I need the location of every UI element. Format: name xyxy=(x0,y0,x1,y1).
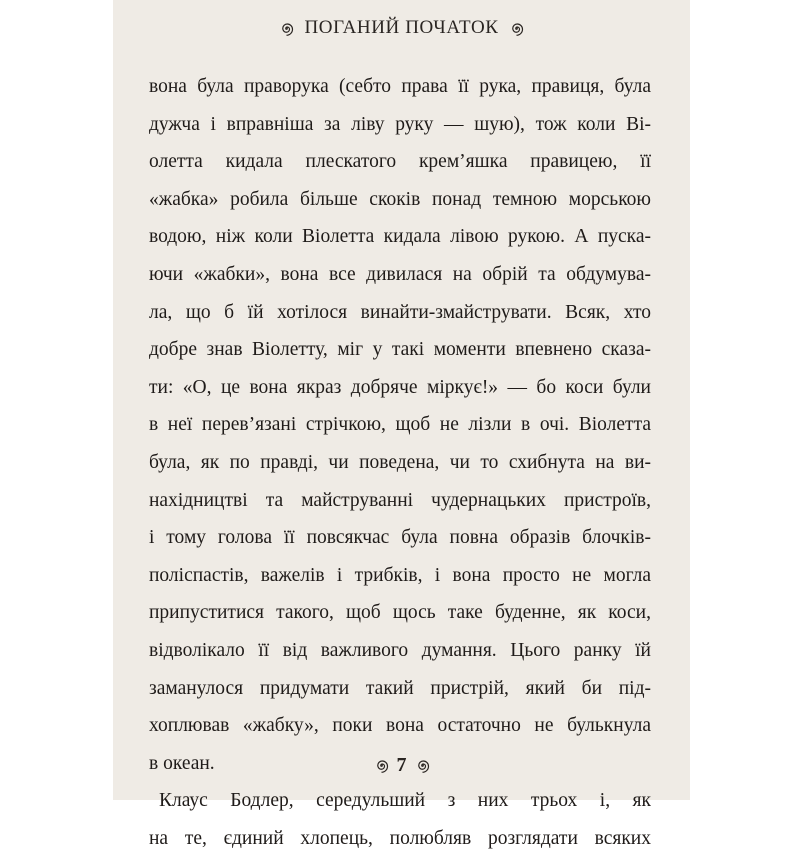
text-line: поліспастів, важелів і трибків, і вона просто не могла xyxy=(149,564,651,586)
text-line: на те, єдиний хлопець, полюбляв розглядати всяких xyxy=(149,827,651,849)
text-line: була, як по правді, чи поведена, чи то схибнута на ви- xyxy=(149,451,651,473)
text-line: відволікало її від важливого думання. Цього ранку їй xyxy=(149,639,651,661)
book-page xyxy=(113,0,690,849)
text-line: в океан. xyxy=(149,752,215,774)
spiral-ornament-icon xyxy=(415,758,430,773)
text-line: олетта кидала плескатого крем’яшка правицею, її xyxy=(149,151,651,173)
text-line: заманулося придумати такий пристрій, який би під- xyxy=(149,677,651,699)
page-number: 7 xyxy=(396,754,407,776)
spiral-ornament-icon xyxy=(374,758,389,773)
text-line: в неї перев’язані стрічкою, щоб не лізли в очі. Віолетта xyxy=(149,414,651,436)
spiral-ornament-icon xyxy=(279,21,294,36)
text-line: ючи «жабки», вона все дивилася на обрій та обдумува- xyxy=(149,263,651,285)
text-line: дужча і вправніша за ліву руку — шую), тож коли Ві- xyxy=(149,113,651,135)
paragraph xyxy=(149,782,651,857)
spiral-ornament-icon xyxy=(509,21,524,36)
text-line: вона була праворука (себто права її рука, правиця, була xyxy=(149,76,651,97)
text-line: і тому голова її повсякчас була повна образів блочків- xyxy=(149,527,651,549)
text-line: Клаус Бодлер, середульший з них трьох і, як xyxy=(159,790,651,812)
text-line: водою, ніж коли Віолетта кидала лівою рукою. А пуска- xyxy=(149,226,651,248)
page-footer xyxy=(113,754,690,777)
text-line: хоплював «жабку», поки вона остаточно не булькнула xyxy=(149,715,651,737)
text-line: «жабка» робила більше скоків понад темною морською xyxy=(149,188,651,210)
text-line: припуститися такого, щоб щось таке буденне, як коси, xyxy=(149,602,651,624)
body-text xyxy=(149,68,651,857)
paragraph xyxy=(149,68,651,782)
text-line: ти: «О, це вона якраз добряче міркує!» — бо коси були xyxy=(149,376,651,398)
running-head xyxy=(113,17,690,39)
text-line: нахідництві та майструванні чудернацьких пристроїв, xyxy=(149,489,651,511)
text-line: добре знав Віолетту, міг у такі моменти впевнено сказа- xyxy=(149,339,651,361)
text-line: ла, що б їй хотілося винайти-змайструвати. Всяк, хто xyxy=(149,301,651,323)
running-head-title: ПОГАНИЙ ПОЧАТОК xyxy=(304,17,499,38)
